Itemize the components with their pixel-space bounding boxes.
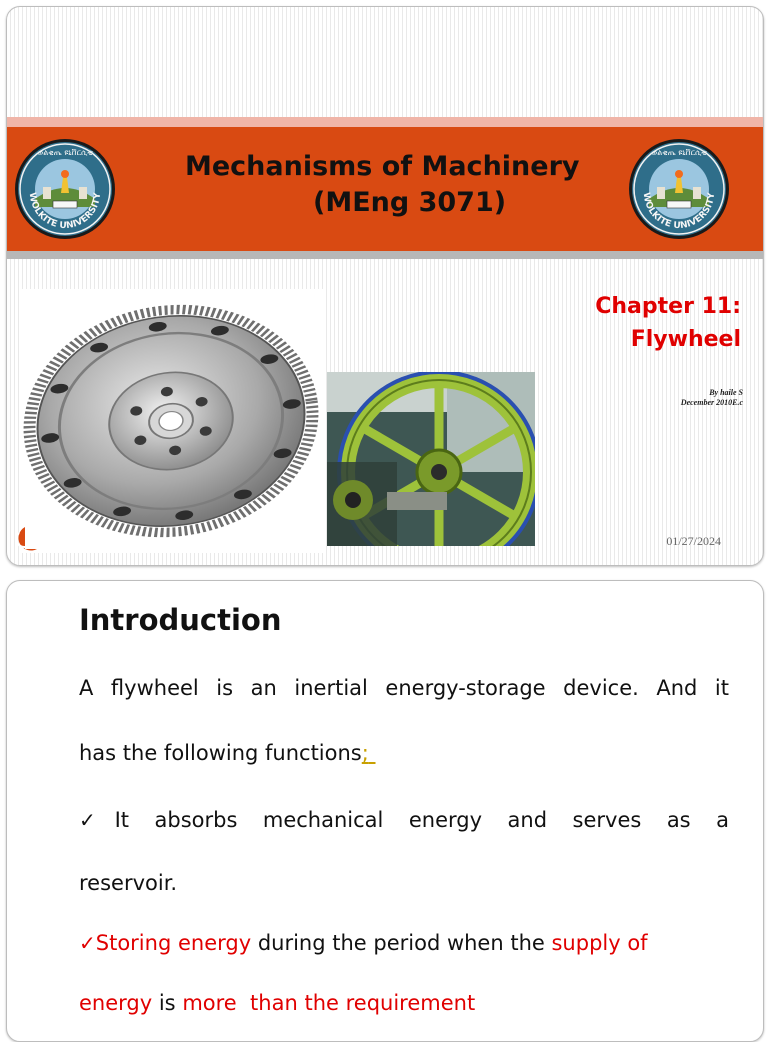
- paragraph-line-1: A flywheel is an inertial energy-storage device. And it: [79, 676, 729, 700]
- slide-date: 01/27/2024: [666, 534, 721, 548]
- large-flywheel-photo: [327, 372, 535, 546]
- paragraph-line-2-text: has the following functions: [79, 741, 362, 765]
- svg-text:WOLKITE UNIVERSITY: WOLKITE UNIVERSITY: [26, 191, 104, 232]
- check-icon: ✓: [79, 808, 115, 832]
- corner-decoration: [11, 525, 39, 553]
- course-code: (MEng 3071): [313, 187, 507, 218]
- bullet-2-line-2: [79, 991, 729, 1015]
- author-info: [681, 388, 743, 408]
- highlight-supply-of: supply of: [551, 931, 648, 955]
- introduction-slide: [6, 580, 764, 1042]
- chapter-name: Flywheel: [630, 327, 741, 352]
- semicolon-link: ;: [361, 741, 369, 765]
- svg-text:ወልቂጤ ዩኒቨርሲቲ: ወልቂጤ ዩኒቨርሲቲ: [651, 148, 707, 157]
- author-name: By haile S: [709, 388, 743, 397]
- paragraph-line-2: [79, 741, 729, 765]
- university-logo-left: [13, 137, 117, 241]
- bullet-1-line-2: reservoir.: [79, 871, 178, 895]
- title-banner: [7, 127, 763, 251]
- check-icon: ✓: [79, 931, 96, 955]
- university-logo-right: [627, 137, 731, 241]
- highlight-storing-energy: Storing energy: [95, 931, 252, 955]
- bullet-1-text: It absorbs mechanical energy and serves as a: [114, 808, 729, 832]
- bullet-2-text: during the period when the: [251, 931, 552, 955]
- svg-text:WOLKITE UNIVERSITY: WOLKITE UNIVERSITY: [640, 191, 718, 232]
- highlight-more-than-requirement: more than the requirement: [182, 991, 476, 1015]
- bullet-2-line-1: [79, 931, 729, 955]
- chapter-number: Chapter 11:: [595, 294, 741, 319]
- course-title-line1: Mechanisms of Machinery: [185, 151, 580, 182]
- author-date: December 2010E.c: [680, 398, 743, 407]
- course-title: [137, 149, 627, 221]
- bullet-2-line-2-text: is: [152, 991, 183, 1015]
- banner-top-strip: [7, 117, 763, 127]
- svg-text:ወልቂጤ ዩኒቨርሲቲ: ወልቂጤ ዩኒቨርሲቲ: [37, 148, 93, 157]
- title-slide: [6, 6, 764, 566]
- banner-bottom-strip: [7, 251, 763, 259]
- highlight-energy: energy: [79, 991, 153, 1015]
- flywheel-photo: [19, 289, 323, 553]
- bullet-1-line-1: [79, 808, 729, 832]
- slide-heading: Introduction: [79, 603, 282, 637]
- chapter-title: [595, 290, 741, 356]
